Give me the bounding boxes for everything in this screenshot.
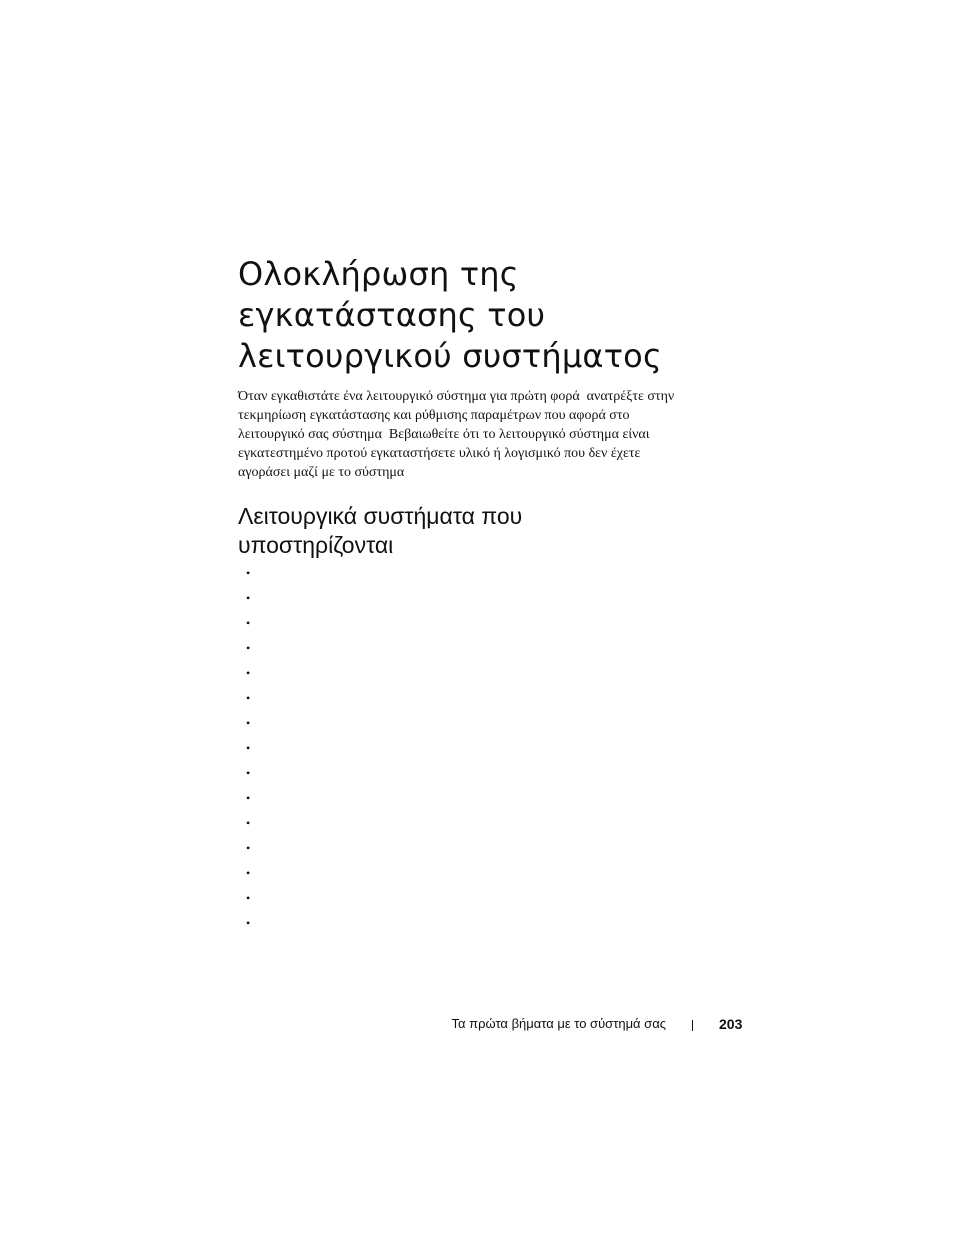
intro-line: τεκμηρίωση εγκατάστασης και ρύθμισης παραμέτρων που αφορά στο xyxy=(238,408,630,423)
list-item xyxy=(246,761,266,786)
bullet-icon: • xyxy=(246,616,251,630)
list-item xyxy=(246,836,266,861)
intro-line: αγοράσει μαζί με το σύστημα xyxy=(238,465,405,480)
section-heading-line: Λειτουργικά συστήματα που xyxy=(238,503,523,529)
intro-line: Όταν εγκαθιστάτε ένα λειτουργικό σύστημα για πρώτη φορά ανατρέξτε στην xyxy=(238,389,675,404)
bullet-icon: • xyxy=(246,741,251,755)
page-title-line: εγκατάστασης του xyxy=(238,296,546,334)
bullet-icon: • xyxy=(246,641,251,655)
list-item xyxy=(246,686,266,711)
bullet-icon: • xyxy=(246,591,251,605)
bullet-icon: • xyxy=(246,566,251,580)
footer-chapter-title: Τα πρώτα βήματα με το σύστημά σας xyxy=(451,1016,666,1031)
list-item xyxy=(246,636,266,661)
list-item xyxy=(246,711,266,736)
bullet-icon: • xyxy=(246,691,251,705)
bullet-icon: • xyxy=(246,791,251,805)
supported-os-list xyxy=(246,561,266,936)
list-item xyxy=(246,561,266,586)
page-title xyxy=(238,254,758,377)
bullet-icon: • xyxy=(246,891,251,905)
footer-separator xyxy=(692,1020,693,1031)
section-heading xyxy=(238,502,738,560)
page-footer xyxy=(0,1014,954,1034)
bullet-icon: • xyxy=(246,866,251,880)
list-item xyxy=(246,886,266,911)
list-item xyxy=(246,811,266,836)
bullet-icon: • xyxy=(246,816,251,830)
page-title-line: Ολοκλήρωση της xyxy=(238,255,519,293)
bullet-icon: • xyxy=(246,716,251,730)
page-title-line: λειτουργικού συστήματος xyxy=(238,337,662,375)
bullet-icon: • xyxy=(246,666,251,680)
page-number: 203 xyxy=(719,1016,743,1032)
intro-paragraph xyxy=(238,387,738,482)
list-item xyxy=(246,786,266,811)
section-heading-line: υποστηρίζονται xyxy=(238,532,394,558)
bullet-icon: • xyxy=(246,916,251,930)
intro-line: εγκατεστημένο προτού εγκαταστήσετε υλικό ή λογισμικό που δεν έχετε xyxy=(238,446,641,461)
list-item xyxy=(246,911,266,936)
list-item xyxy=(246,586,266,611)
list-item xyxy=(246,861,266,886)
list-item xyxy=(246,736,266,761)
list-item xyxy=(246,611,266,636)
bullet-icon: • xyxy=(246,841,251,855)
bullet-icon: • xyxy=(246,766,251,780)
list-item xyxy=(246,661,266,686)
intro-line: λειτουργικό σας σύστημα Βεβαιωθείτε ότι το λειτουργικό σύστημα είναι xyxy=(238,427,650,442)
